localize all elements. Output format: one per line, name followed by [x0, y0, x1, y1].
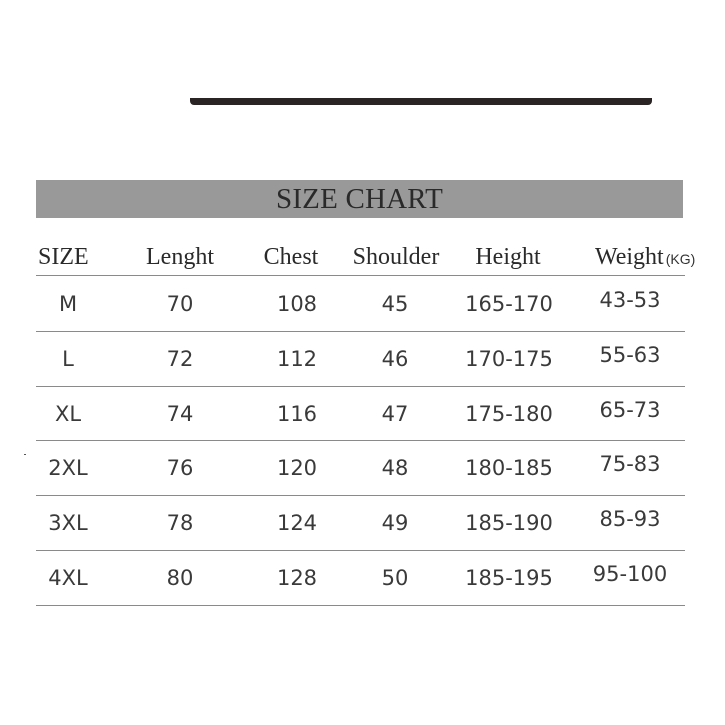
cell-length: 80: [166, 566, 194, 590]
cell-chest: 124: [276, 511, 318, 536]
cell-shoulder: 48: [381, 456, 409, 481]
cell-weight: 55-63: [599, 342, 661, 367]
header-weight: [595, 244, 695, 271]
table-row: [0, 386, 725, 440]
cell-chest: 116: [276, 401, 318, 426]
cell-weight: 95-100: [592, 562, 668, 586]
cell-length: 70: [166, 292, 194, 316]
header-size: SIZE: [38, 244, 89, 270]
cell-shoulder: 46: [381, 346, 409, 371]
cell-length: 78: [166, 511, 194, 536]
header-length: Lenght: [146, 244, 214, 270]
cell-weight: 65-73: [599, 397, 661, 422]
cell-weight: 43-53: [599, 288, 661, 312]
cell-size: 3XL: [48, 511, 88, 536]
table-row: [0, 440, 725, 494]
table-row: [0, 331, 725, 385]
cell-height: 175-180: [465, 401, 553, 426]
cell-height: 170-175: [465, 346, 553, 371]
cell-length: 76: [166, 456, 194, 481]
cell-shoulder: 47: [381, 401, 409, 426]
cell-shoulder: 50: [381, 566, 409, 590]
cell-size: XL: [54, 401, 82, 426]
header-chest: Chest: [263, 244, 319, 270]
table-row: [0, 495, 725, 549]
table-row: [0, 276, 725, 330]
stray-mark: [24, 454, 26, 455]
cell-height: 180-185: [465, 456, 553, 481]
row-divider: [36, 605, 685, 606]
cell-chest: 128: [276, 566, 318, 590]
header-weight-label: Weight: [595, 244, 664, 270]
cell-chest: 112: [276, 346, 318, 371]
size-chart-banner: [36, 180, 683, 218]
cell-size: 4XL: [48, 566, 88, 590]
cell-weight: 85-93: [599, 507, 661, 532]
top-decorative-rule: [190, 98, 652, 105]
cell-shoulder: 49: [381, 511, 409, 536]
table-row: [0, 550, 725, 604]
cell-height: 165-170: [465, 292, 553, 316]
cell-weight: 75-83: [599, 452, 661, 477]
cell-length: 74: [166, 401, 194, 426]
cell-chest: 120: [276, 456, 318, 481]
cell-size: M: [58, 292, 78, 316]
cell-length: 72: [166, 346, 194, 371]
size-chart-title: SIZE CHART: [275, 183, 443, 215]
cell-height: 185-195: [465, 566, 553, 590]
cell-shoulder: 45: [381, 292, 409, 316]
cell-size: L: [62, 346, 74, 371]
cell-height: 185-190: [465, 511, 553, 536]
header-shoulder: Shoulder: [352, 244, 440, 270]
header-height: Height: [475, 244, 541, 270]
cell-size: 2XL: [48, 456, 88, 481]
header-weight-unit: (KG): [665, 251, 696, 267]
cell-chest: 108: [276, 292, 318, 316]
table-header-row: [0, 240, 725, 276]
